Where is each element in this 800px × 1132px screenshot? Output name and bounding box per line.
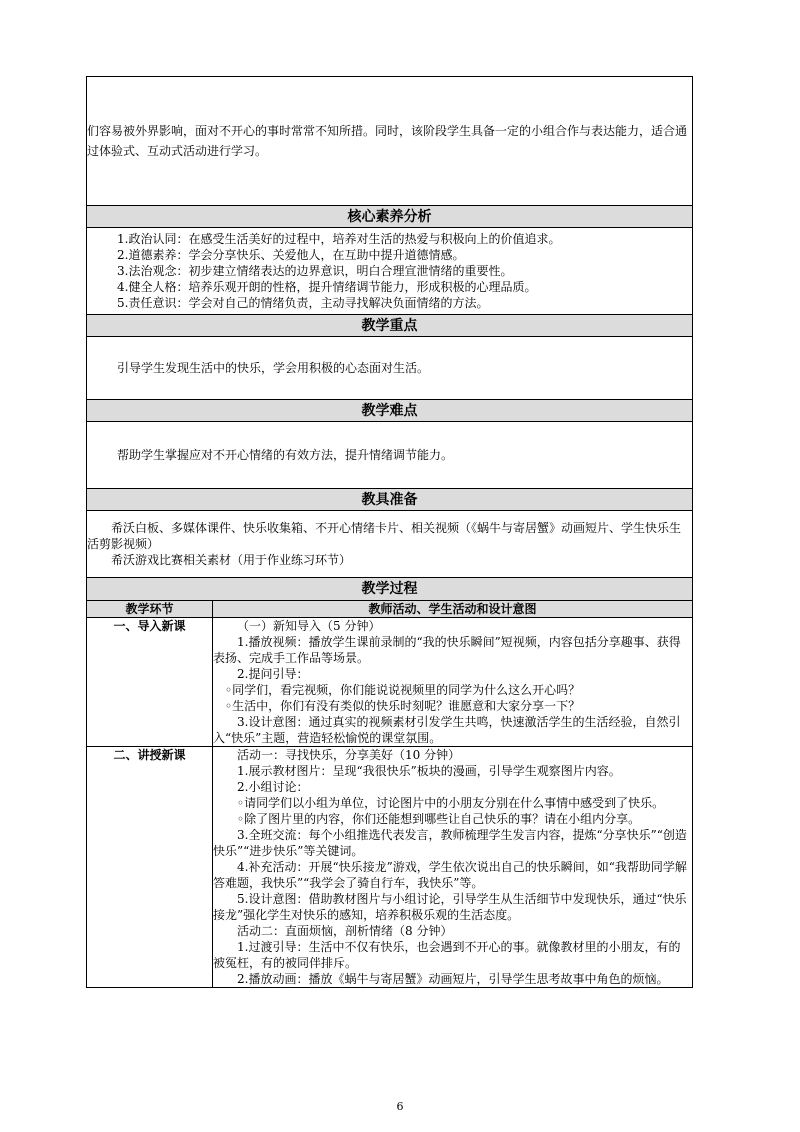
lesson-plan-table <box>86 76 693 988</box>
focus-content-row <box>87 337 693 400</box>
stage2-line: 4.补充活动：开展“快乐接龙”游戏，学生依次说出自己的快乐瞬间，如“我帮助同学解答难题，我快乐”“我学会了骑自行车，我快乐”等。 <box>213 860 687 890</box>
stage1-line: ◦生活中，你们有没有类似的快乐时刻呢？谁愿意和大家分享一下？ <box>225 699 581 713</box>
stage2-line: 2.小组讨论： <box>237 780 309 794</box>
core-item: 2.道德素养：学会分享快乐、关爱他人，在互助中提升道德情感。 <box>117 248 465 262</box>
stage2-line: 2.播放动画：播放《蜗牛与寄居蟹》动画短片，引导学生思考故事中角色的烦恼。 <box>237 972 669 986</box>
column-stage-header: 教学环节 <box>87 601 213 618</box>
core-header-row <box>87 206 693 228</box>
process-columns-row <box>87 601 693 618</box>
tools-title: 教具准备 <box>87 489 693 511</box>
focus-title: 教学重点 <box>87 315 693 337</box>
core-item: 3.法治观念：初步建立情绪表达的边界意识，明白合理宣泄情绪的重要性。 <box>117 264 513 278</box>
tools-line: 希沃白板、多媒体课件、快乐收集箱、不开心情绪卡片、相关视频（《蜗牛与寄居蟹》动画短片、学生快乐生活剪影视频） <box>87 521 682 551</box>
stage1-row <box>87 618 693 747</box>
stage2-row <box>87 747 693 988</box>
stage1-line: 3.设计意图：通过真实的视频素材引发学生共鸣，快速激活学生的生活经验，自然引入“快乐”主题，营造轻松愉悦的课堂氛围。 <box>213 715 681 745</box>
focus-header-row <box>87 315 693 337</box>
focus-text: 引导学生发现生活中的快乐，学会用积极的心态面对生活。 <box>117 361 430 375</box>
tools-content-row <box>87 511 693 578</box>
stage1-line: 1.播放视频：播放学生课前录制的“我的快乐瞬间”短视频，内容包括分享趣事、获得表扬、完成手工作品等场景。 <box>213 635 681 665</box>
page-number: 6 <box>396 1100 404 1113</box>
stage2-line: 1.过渡引导：生活中不仅有快乐，也会遇到不开心的事。就像教材里的小朋友，有的被冤枉，有的被同伴排斥。 <box>213 940 681 970</box>
stage1-line: 2.提问引导： <box>237 667 309 681</box>
stage2-line: 3.全班交流：每个小组推选代表发言，教师梳理学生发言内容，提炼“分享快乐”“创造快乐”“进步快乐”等关键词。 <box>213 828 687 858</box>
stage2-line: 活动一：寻找快乐，分享美好（10 分钟） <box>237 748 461 762</box>
process-title: 教学过程 <box>87 578 693 601</box>
stage2-line: ◦请同学们以小组为单位，讨论图片中的小朋友分别在什么事情中感受到了快乐。 <box>237 796 665 810</box>
stage2-line: ◦除了图片里的内容，你们还能想到哪些让自己快乐的事？请在小组内分享。 <box>237 812 641 826</box>
core-title: 核心素养分析 <box>87 206 693 228</box>
intro-continuation-row <box>87 77 693 206</box>
core-item: 5.责任意识：学会对自己的情绪负责，主动寻找解决负面情绪的方法。 <box>117 296 489 310</box>
column-activity-header: 教师活动、学生活动和设计意图 <box>213 601 693 618</box>
core-item: 4.健全人格：培养乐观开朗的性格，提升情绪调节能力，形成积极的心理品质。 <box>117 280 537 294</box>
stage2-line: 5.设计意图：借助教材图片与小组讨论，引导学生从生活细节中发现快乐，通过“快乐接龙”强化学生对快乐的感知，培养积极乐观的生活态度。 <box>213 892 687 922</box>
stage2-line: 1.展示教材图片：呈现“我很快乐”板块的漫画，引导学生观察图片内容。 <box>237 764 621 778</box>
core-content-row <box>87 228 693 315</box>
process-header-row <box>87 578 693 601</box>
core-item: 1.政治认同：在感受生活美好的过程中，培养对生活的热爱与积极向上的价值追求。 <box>117 232 561 246</box>
tools-line: 希沃游戏比赛相关素材（用于作业练习环节） <box>111 553 352 567</box>
stage2-line: 活动二：直面烦恼，剖析情绪（8 分钟） <box>237 924 453 938</box>
stage1-line: ◦同学们，看完视频，你们能说说视频里的同学为什么这么开心吗？ <box>225 683 581 697</box>
difficulty-title: 教学难点 <box>87 400 693 422</box>
stage2-name: 二、讲授新课 <box>87 747 213 988</box>
difficulty-text: 帮助学生掌握应对不开心情绪的有效方法，提升情绪调节能力。 <box>117 448 454 462</box>
stage1-name: 一、导入新课 <box>87 618 213 747</box>
tools-header-row <box>87 489 693 511</box>
student-analysis-text: 们容易被外界影响，面对不开心的事时常常不知所措。同时，该阶段学生具备一定的小组合作与表达能力，适合通过体验式、互动式活动进行学习。 <box>87 124 688 158</box>
difficulty-header-row <box>87 400 693 422</box>
stage1-line: （一）新知导入（5 分钟） <box>237 619 381 633</box>
difficulty-content-row <box>87 422 693 489</box>
